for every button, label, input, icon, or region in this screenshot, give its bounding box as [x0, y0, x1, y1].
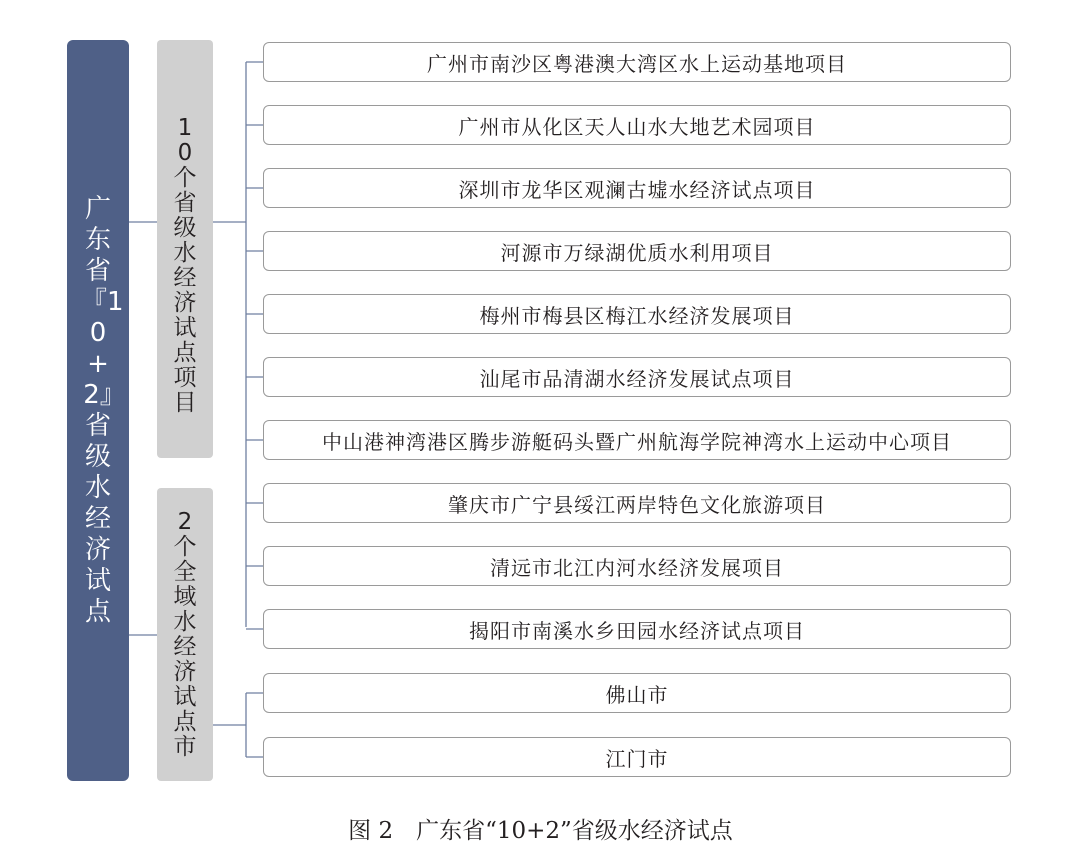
- group-label: 10个省级水经济试点项目: [173, 115, 197, 416]
- root-label: 广东省『10+2』省级水经济试点: [81, 193, 124, 627]
- project-item: 揭阳市南溪水乡田园水经济试点项目: [263, 609, 1011, 649]
- project-item: 汕尾市品清湖水经济发展试点项目: [263, 357, 1011, 397]
- city-item: 江门市: [263, 737, 1011, 777]
- project-item: 清远市北江内河水经济发展项目: [263, 546, 1011, 586]
- city-item: 佛山市: [263, 673, 1011, 713]
- project-item: 广州市从化区天人山水大地艺术园项目: [263, 105, 1011, 145]
- project-item: 肇庆市广宁县绥江两岸特色文化旅游项目: [263, 483, 1011, 523]
- project-item: 深圳市龙华区观澜古墟水经济试点项目: [263, 168, 1011, 208]
- project-item: 广州市南沙区粤港澳大湾区水上运动基地项目: [263, 42, 1011, 82]
- project-item: 河源市万绿湖优质水利用项目: [263, 231, 1011, 271]
- figure-caption: 图 2 广东省“10+2”省级水经济试点: [348, 818, 733, 844]
- group-label: 2个全域水经济试点市: [173, 509, 197, 760]
- project-item: 梅州市梅县区梅江水经济发展项目: [263, 294, 1011, 334]
- project-item: 中山港神湾港区腾步游艇码头暨广州航海学院神湾水上运动中心项目: [263, 420, 1011, 460]
